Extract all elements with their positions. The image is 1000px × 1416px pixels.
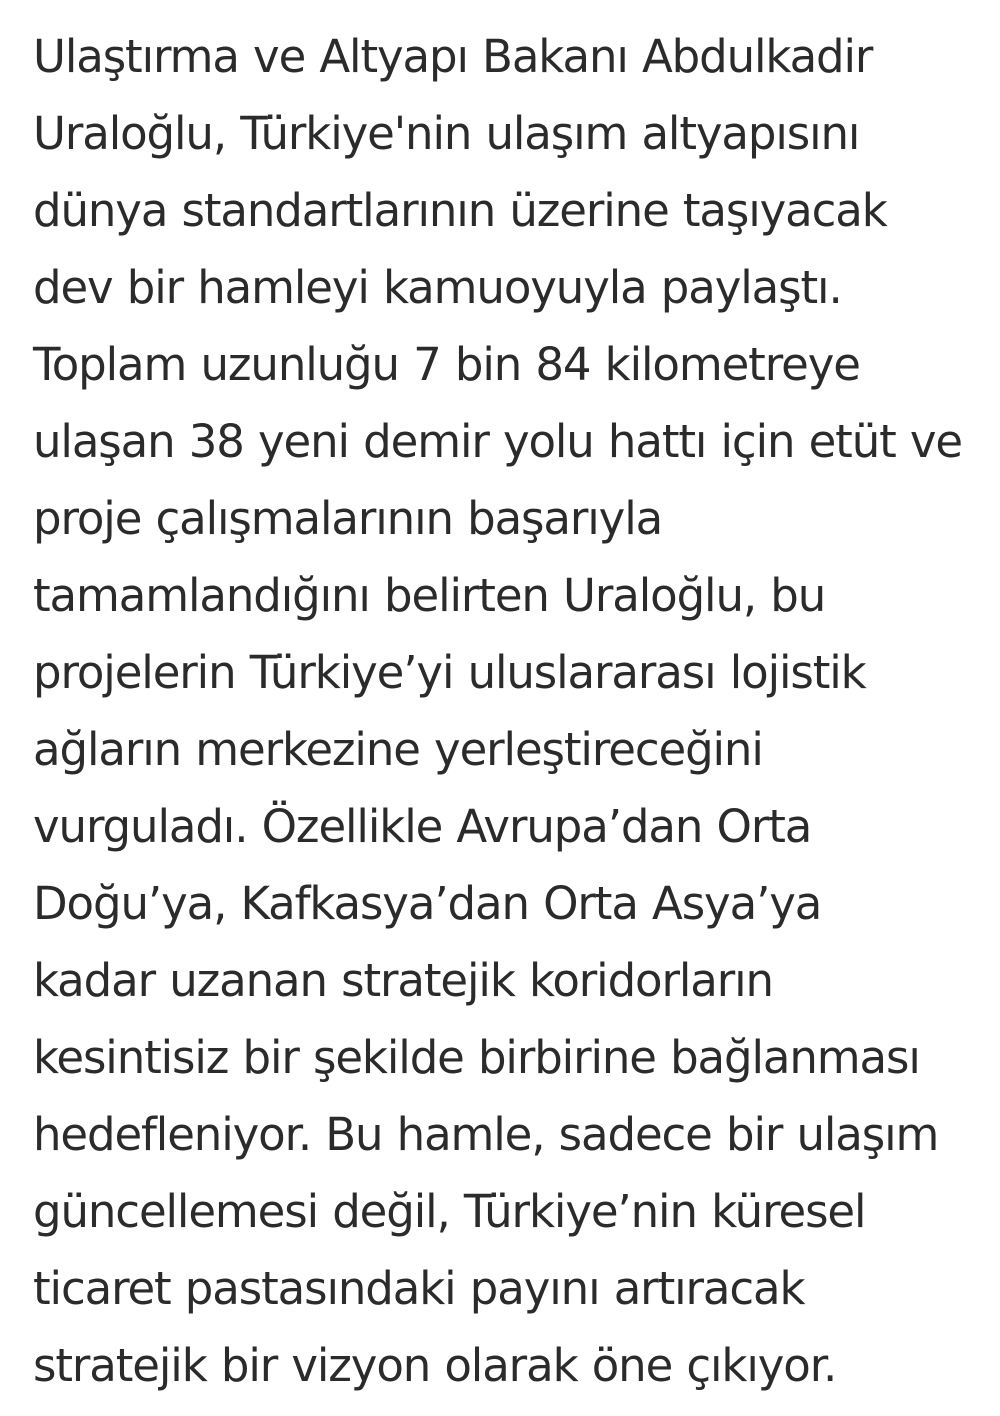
article-line: Ulaştırma ve Altyapı Bakanı Abdulkadir xyxy=(33,30,873,83)
article-line: projelerin Türkiye’yi uluslararası lojistik xyxy=(33,646,866,699)
article-line: kesintisiz bir şekilde birbirine bağlanması xyxy=(33,1031,920,1084)
article-line: ticaret pastasındaki payını artıracak xyxy=(33,1262,805,1315)
article-line: hedefleniyor. Bu hamle, sadece bir ulaşım xyxy=(33,1108,939,1161)
article-line: dev bir hamleyi kamuoyuyla paylaştı. xyxy=(33,261,842,314)
article-line: Uraloğlu, Türkiye'nin ulaşım altyapısını xyxy=(33,107,860,160)
article-line: ağların merkezine yerleştireceğini xyxy=(33,723,763,776)
article-line: güncellemesi değil, Türkiye’nin küresel xyxy=(33,1185,866,1238)
article-line: tamamlandığını belirten Uraloğlu, bu xyxy=(33,569,826,622)
article-line: dünya standartlarının üzerine taşıyacak xyxy=(33,184,887,237)
article-line: vurguladı. Özellikle Avrupa’dan Orta xyxy=(33,800,812,853)
article-line: proje çalışmalarının başarıyla xyxy=(33,492,663,545)
article-line: Doğu’ya, Kafkasya’dan Orta Asya’ya xyxy=(33,877,822,930)
article-line: ulaşan 38 yeni demir yolu hattı için etüt ve xyxy=(33,415,963,468)
article-line: kadar uzanan stratejik koridorların xyxy=(33,954,773,1007)
article-line: Toplam uzunluğu 7 bin 84 kilometreye xyxy=(33,338,860,391)
article-line: stratejik bir vizyon olarak öne çıkıyor. xyxy=(33,1339,837,1392)
